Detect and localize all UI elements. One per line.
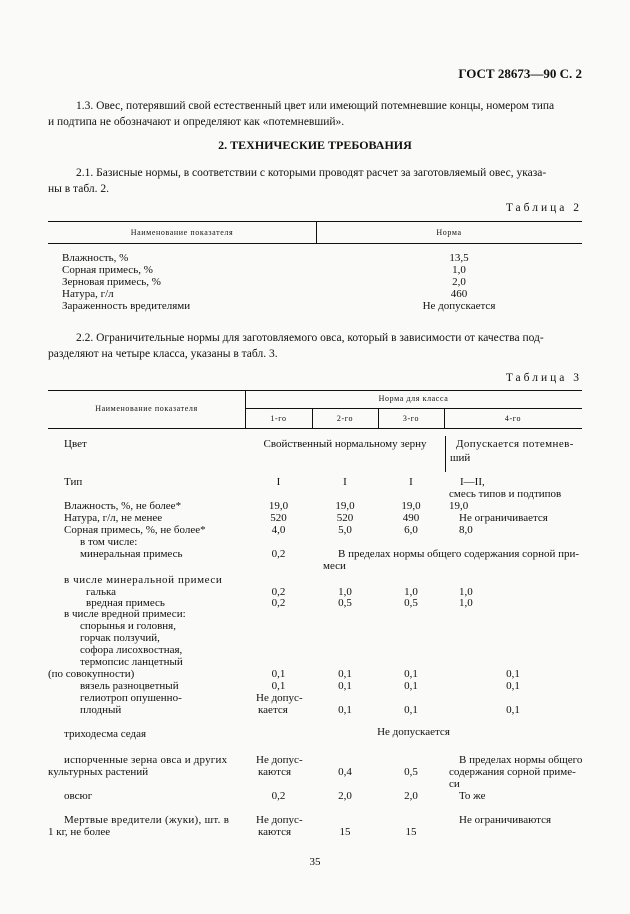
row-label: плодный	[80, 704, 122, 716]
row-label: Тип	[64, 476, 83, 488]
cell: В пределах нормы общего содержания сорной при-	[338, 548, 580, 560]
row-label: спорынья и головня,	[80, 620, 176, 632]
cell: В пределах нормы общего	[459, 754, 583, 766]
cell: меси	[323, 560, 346, 572]
table-2-row-name: Натура, г/л	[62, 288, 114, 300]
table-2-row-value: 13,5	[449, 252, 469, 264]
row-label: овсюг	[64, 790, 93, 802]
cell: 520	[336, 512, 354, 524]
cell: I—II,	[460, 476, 485, 488]
cell: I	[343, 476, 347, 488]
cell: 0,2	[271, 597, 286, 609]
cell: 0,2	[271, 586, 286, 598]
table-3-group-rule	[245, 408, 582, 409]
cell: 0,1	[404, 668, 418, 680]
cell: 0,5	[404, 766, 418, 778]
cell: 8,0	[459, 524, 473, 536]
cell: 0,1	[506, 680, 520, 692]
cell: 15	[405, 826, 417, 838]
paragraph-2-1	[48, 165, 582, 197]
cell: 1,0	[338, 586, 352, 598]
row-label: Влажность, %, не более*	[64, 500, 182, 512]
row-label: в числе минеральной примеси	[64, 574, 223, 586]
cell: 19,0	[401, 500, 421, 512]
table-2-row-name: Зараженность вредителями	[62, 300, 191, 312]
table-2-col-name: Наименование показателя	[130, 228, 234, 237]
row-label: 1 кг, не более	[48, 826, 111, 838]
cell: 6,0	[404, 524, 418, 536]
cell: 5,0	[338, 524, 352, 536]
cell: 1,0	[404, 586, 418, 598]
table-2-row-name: Сорная примесь, %	[62, 264, 153, 276]
cell: 0,1	[338, 668, 352, 680]
cell: каются	[258, 766, 292, 778]
cell: 0,5	[338, 597, 352, 609]
cell: 0,5	[404, 597, 418, 609]
cell: I	[276, 476, 281, 488]
row-label: горчак ползучий,	[80, 632, 160, 644]
cell: 0,1	[271, 680, 286, 692]
row-label: Сорная примесь, %, не более*	[64, 524, 206, 536]
cell: 0,1	[338, 680, 352, 692]
cell: кается	[258, 704, 288, 716]
cell: 0,2	[271, 790, 286, 802]
cell: Не допус-	[256, 754, 303, 766]
cell: 15	[339, 826, 351, 838]
cell: Не ограничивается	[459, 512, 548, 524]
cell: Допускается потемнев-	[456, 438, 574, 450]
cell: 0,1	[506, 704, 520, 716]
cell: смесь типов и подтипов	[449, 488, 562, 500]
row-label: вредная примесь	[86, 597, 165, 609]
row-label: термопсис ланцетный	[80, 656, 183, 668]
section-title: 2. ТЕХНИЧЕСКИЕ ТРЕБОВАНИЯ	[218, 138, 412, 152]
row-label: (по совокупности)	[48, 668, 135, 680]
table-2-header-rule	[48, 243, 582, 244]
cell: То же	[459, 790, 486, 802]
cell: 2,0	[404, 790, 418, 802]
table-3-color-divider	[445, 436, 446, 472]
cell: 4,0	[271, 524, 286, 536]
row-label: минеральная примесь	[80, 548, 183, 560]
cell: каются	[258, 826, 292, 838]
page-header: ГОСТ 28673—90 С. 2	[458, 66, 582, 81]
table-2-top-rule	[48, 221, 582, 222]
table-3-class-header: 2-го	[336, 414, 354, 423]
row-label: софора лисохвостная,	[80, 644, 183, 656]
cell: 19,0	[268, 500, 289, 512]
table-3-class-header: 4-го	[504, 414, 522, 423]
cell: 2,0	[338, 790, 352, 802]
cell: 1,0	[459, 597, 473, 609]
cell: 0,4	[338, 766, 352, 778]
table-3-header-rule	[48, 428, 582, 429]
table-2-row-name: Зерновая примесь, %	[62, 276, 161, 288]
row-label: испорченные зерна овса и других	[64, 754, 228, 766]
row-label: культурных растений	[48, 766, 149, 778]
paragraph-line: 2.1. Базисные нормы, в соответствии с которыми проводят расчет за заготовляемый овес, указа-	[76, 167, 547, 179]
table-3-col-name: Наименование показателя	[95, 404, 198, 413]
table-2-row-value: Не допускается	[422, 300, 496, 312]
cell: 0,1	[271, 668, 286, 680]
cell: содержания сорной приме-	[449, 766, 576, 778]
row-label: Цвет	[64, 438, 87, 450]
row-label: в числе вредной примеси:	[64, 608, 186, 620]
cell: 0,2	[271, 548, 286, 560]
cell: си	[449, 778, 460, 790]
table-2-row-value: 2,0	[452, 276, 466, 288]
cell: 1,0	[459, 586, 473, 598]
cell: Не ограничиваются	[459, 814, 552, 826]
row-label: триходесма седая	[64, 728, 147, 740]
paragraph-line: разделяют на четыре класса, указаны в табл. 3.	[48, 348, 278, 360]
paragraph-line: 1.3. Овес, потерявший свой естественный цвет или имеющий потемневшие концы, номером типа	[76, 100, 555, 112]
cell: 520	[270, 512, 287, 524]
cell: Свойственный нормальному зерну	[263, 438, 427, 450]
page-number: 35	[309, 856, 321, 868]
paragraph-line: 2.2. Ограничительные нормы для заготовляемого овса, который в зависимости от качества под-	[76, 332, 544, 344]
cell: 0,1	[338, 704, 352, 716]
paragraph-line: ны в табл. 2.	[48, 183, 110, 195]
table-3-col-group: Норма для класса	[378, 394, 449, 403]
cell: 19,0	[335, 500, 355, 512]
cell: Не допус-	[256, 814, 303, 826]
table-3-label: Таблица 3	[505, 372, 582, 384]
cell: ший	[450, 452, 471, 464]
cell: 490	[402, 512, 420, 524]
row-label: гелиотроп опушенно-	[80, 692, 182, 704]
table-2-row-value: 1,0	[452, 264, 466, 276]
row-label: вязель разноцветный	[80, 680, 179, 692]
row-label: Натура, г/л, не менее	[64, 512, 163, 524]
cell: 0,1	[404, 680, 418, 692]
row-label: Мертвые вредители (жуки), шт. в	[64, 814, 230, 826]
cell: Не допус-	[256, 692, 303, 704]
paragraph-2-2	[48, 330, 582, 362]
row-label: галька	[86, 586, 117, 598]
cell: Не допускается	[377, 726, 450, 738]
cell: 0,1	[506, 668, 520, 680]
paragraph-1-3	[48, 98, 582, 130]
table-2-row-value: 460	[450, 288, 468, 300]
cell: I	[409, 476, 413, 488]
table-3-class-header: 1-го	[270, 414, 287, 423]
paragraph-line: и подтипа не обозначают и определяют как «потемневший».	[48, 116, 345, 128]
cell: 0,1	[404, 704, 418, 716]
table-2-row-name: Влажность, %	[62, 252, 129, 264]
table-2-col-norm: Норма	[436, 228, 462, 237]
row-label: в том числе:	[80, 536, 138, 548]
cell: 19,0	[449, 500, 469, 512]
table-3-top-rule	[48, 390, 582, 391]
table-2-label: Таблица 2	[505, 202, 582, 214]
table-3-class-header: 3-го	[402, 414, 420, 423]
